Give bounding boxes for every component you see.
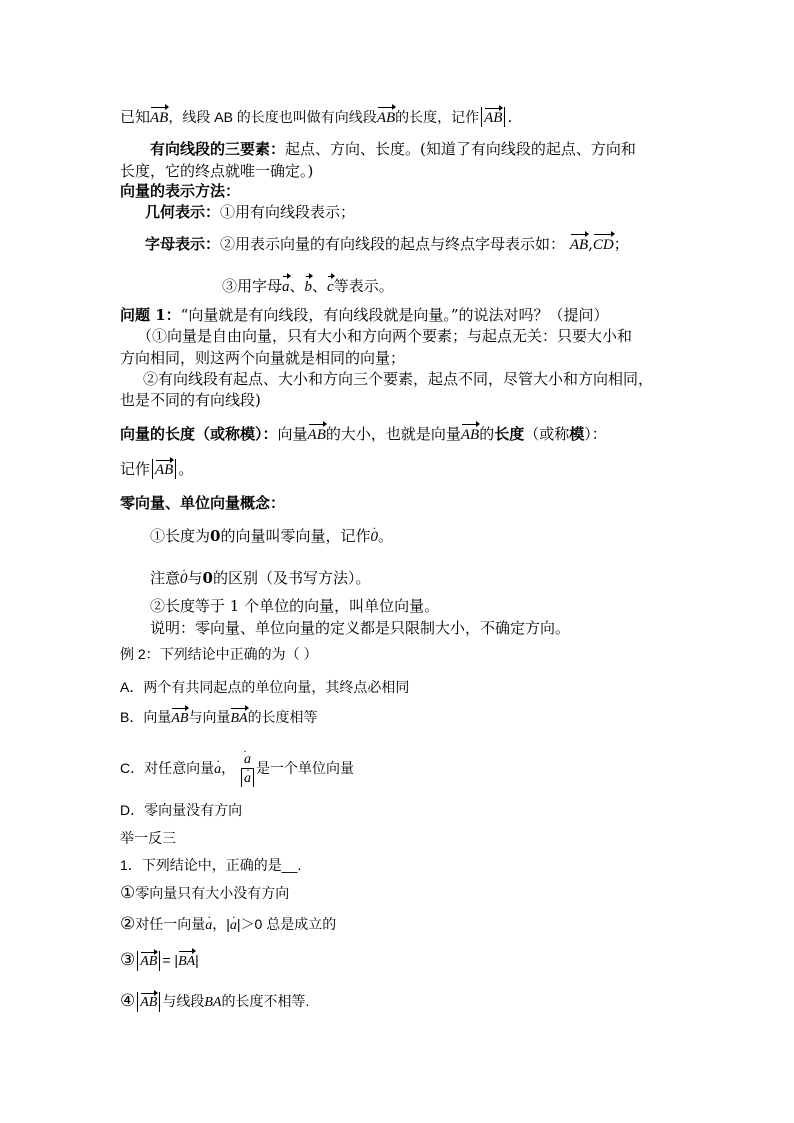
text: |＞0 总是成立的 bbox=[236, 916, 337, 932]
numerator: · a bbox=[241, 752, 254, 768]
circled-number: ② bbox=[120, 914, 136, 933]
line-5 bbox=[145, 202, 355, 222]
vector-ab: AB bbox=[308, 423, 326, 445]
text: 说明：零向量、单位向量的定义都是只限制大小，不确定方向。 bbox=[150, 619, 571, 637]
line-2 bbox=[150, 139, 636, 159]
line-7 bbox=[222, 275, 394, 297]
text: , bbox=[588, 235, 593, 253]
text: = | bbox=[162, 952, 179, 968]
vector-ab-magnitude: AB bbox=[140, 992, 157, 1012]
text: 、 bbox=[289, 277, 305, 295]
line-3 bbox=[120, 161, 313, 181]
text: 零向量、单位向量概念： bbox=[120, 494, 286, 512]
text: ①长度为 bbox=[150, 527, 211, 545]
text: ②长度等于 1 个单位的向量，叫单位向量。 bbox=[150, 597, 440, 615]
statement-4 bbox=[120, 991, 309, 1013]
text: 与线段 bbox=[162, 993, 205, 1009]
text: 模 bbox=[569, 425, 585, 443]
line-16 bbox=[150, 526, 393, 547]
text: 。 bbox=[178, 460, 194, 478]
line-14 bbox=[120, 459, 193, 479]
text: 的长度相等 bbox=[247, 709, 318, 725]
text: （①向量是自由向量，只有大小和方向两个要素；与起点无关：只要大小和 bbox=[137, 327, 633, 345]
text: “向量就是有向线段，有向线段就是向量。”的说法对吗？（提问） bbox=[180, 306, 609, 324]
practice-heading bbox=[120, 828, 176, 848]
text: ③用字母 bbox=[222, 277, 283, 295]
vector-b: b bbox=[305, 275, 313, 297]
text: 长度 bbox=[494, 425, 525, 443]
heading-length: 向量的长度（或称模）： bbox=[120, 425, 278, 443]
text: 方向相同，则这两个向量就是相同的向量； bbox=[120, 349, 406, 367]
text: D．零向量没有方向 bbox=[120, 802, 243, 818]
text: 1．下列结论中，正确的是__. bbox=[120, 857, 302, 873]
text: ）： bbox=[584, 425, 607, 443]
circled-number: ④ bbox=[120, 991, 136, 1010]
label-letter: 字母表示： bbox=[145, 235, 221, 253]
text: C．对任意向量 bbox=[120, 760, 215, 777]
text: 的 bbox=[479, 425, 495, 443]
denominator: · a bbox=[244, 771, 251, 787]
text: | bbox=[195, 952, 199, 968]
text: ①用有向线段表示； bbox=[220, 203, 356, 221]
text: A．两个有共同起点的单位向量，其终点必相同 bbox=[120, 679, 410, 695]
heading-zero-unit bbox=[120, 493, 285, 513]
text: 向量 bbox=[277, 425, 308, 443]
option-d bbox=[120, 800, 242, 820]
text: 例 2：下列结论中正确的为（ ） bbox=[120, 646, 318, 662]
text: 的向量叫零向量，记作 bbox=[220, 527, 371, 545]
text: 、 bbox=[312, 277, 328, 295]
vector-c: c bbox=[327, 275, 334, 297]
statement-1 bbox=[120, 883, 289, 903]
line-1 bbox=[120, 106, 512, 128]
zero-vector: · 0 bbox=[180, 569, 188, 589]
line-13 bbox=[120, 423, 607, 445]
line-10 bbox=[120, 348, 405, 368]
circled-number: ① bbox=[120, 883, 136, 902]
line-8 bbox=[120, 305, 609, 325]
line-12 bbox=[120, 390, 261, 410]
text: 举一反三 bbox=[120, 830, 176, 846]
text: ②用表示向量的有向线段的起点与终点字母表示如： bbox=[220, 235, 566, 253]
option-a bbox=[120, 677, 409, 697]
option-b bbox=[120, 707, 318, 729]
text: ； bbox=[613, 235, 629, 253]
segment-ba: BA bbox=[204, 995, 222, 1010]
text: 起点、方向、长度。(知道了有向线段的起点、方向和 bbox=[285, 140, 636, 158]
fraction-a-over-norm-a bbox=[241, 752, 254, 787]
text: 也是不同的有向线段) bbox=[120, 391, 261, 409]
text: 对任一向量 bbox=[135, 916, 206, 932]
text: ，线段 AB 的长度也叫做有向线段 bbox=[168, 109, 377, 125]
statement-3 bbox=[120, 950, 199, 972]
text: 等表示。 bbox=[333, 277, 394, 295]
option-c bbox=[120, 752, 354, 787]
vector-ab-magnitude: AB bbox=[155, 459, 173, 479]
line-11 bbox=[143, 369, 653, 389]
heading-representation bbox=[120, 181, 240, 201]
vector-ab-magnitude: AB bbox=[140, 951, 157, 971]
text: 的长度不相等. bbox=[221, 993, 310, 1009]
line-9 bbox=[137, 326, 632, 346]
practice-1-stem bbox=[120, 855, 301, 875]
text: 的长度，记作 bbox=[395, 109, 480, 125]
text: （或称 bbox=[524, 425, 570, 443]
vector-ab: AB bbox=[570, 233, 588, 255]
text: 注意 bbox=[150, 569, 181, 587]
circled-number: ③ bbox=[120, 950, 136, 969]
line-17 bbox=[150, 568, 370, 589]
text: 向量的表示方法： bbox=[120, 182, 241, 200]
vector-ab: AB bbox=[377, 106, 395, 128]
line-6 bbox=[145, 233, 629, 255]
vector-ab-magnitude: AB bbox=[484, 107, 502, 127]
zero-vector: · 0 bbox=[370, 527, 378, 547]
text: 0 bbox=[202, 569, 213, 587]
example-2-stem bbox=[120, 644, 318, 664]
vector-ab: AB bbox=[461, 423, 479, 445]
heading-three-elements: 有向线段的三要素： bbox=[150, 140, 286, 158]
label-geometric: 几何表示： bbox=[145, 203, 221, 221]
vector-ab: AB bbox=[150, 106, 168, 128]
text: 与 bbox=[187, 569, 203, 587]
vector-a: · a bbox=[230, 916, 237, 936]
text: 是一个单位向量 bbox=[256, 760, 355, 777]
vector-a: · a bbox=[205, 916, 212, 936]
text: 零向量只有大小没有方向 bbox=[135, 885, 290, 901]
text: ， bbox=[221, 760, 236, 777]
text: 。 bbox=[377, 527, 393, 545]
vector-ba: BA bbox=[230, 707, 247, 729]
text: 0 bbox=[210, 527, 221, 545]
text: 与向量 bbox=[188, 709, 231, 725]
text: 长度，它的终点就唯一确定。) bbox=[120, 162, 314, 180]
text: ，| bbox=[212, 916, 230, 932]
vector-ab: AB bbox=[171, 707, 188, 729]
vector-a: · a bbox=[214, 760, 221, 780]
text: 的区别（及书写方法）。 bbox=[212, 569, 371, 587]
text: 记作 bbox=[120, 460, 151, 478]
text: B．向量 bbox=[120, 709, 172, 725]
text: 的大小，也就是向量 bbox=[325, 425, 461, 443]
text: . bbox=[507, 108, 513, 126]
text: ②有向线段有起点、大小和方向三个要素，起点不同，尽管大小和方向相同， bbox=[143, 370, 654, 388]
vector-cd: CD bbox=[593, 233, 614, 255]
vector-a: a bbox=[282, 275, 290, 297]
vector-ba: BA bbox=[178, 950, 195, 972]
statement-2 bbox=[120, 914, 336, 936]
line-18 bbox=[150, 596, 439, 616]
text: 已知 bbox=[120, 108, 151, 126]
label-question-1: 问题 1： bbox=[120, 306, 181, 324]
line-19 bbox=[150, 618, 570, 638]
